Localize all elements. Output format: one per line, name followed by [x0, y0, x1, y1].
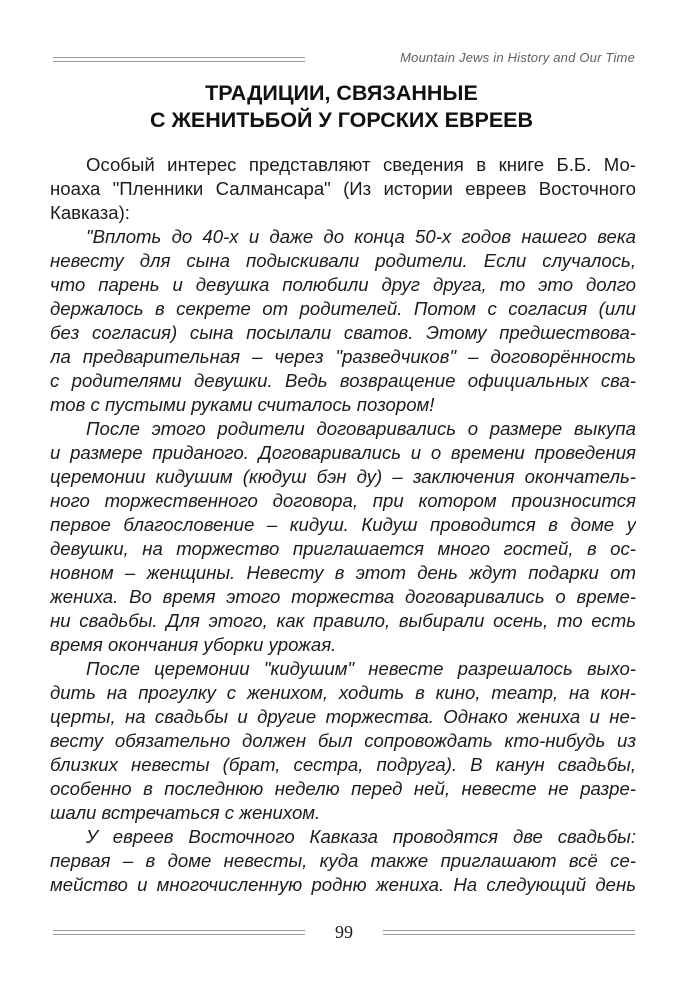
text-line: новном – женщины. Невесту в этот день ждут подарки от	[50, 562, 636, 583]
text-line: весту обязательно должен был сопровождать кто-нибудь из	[50, 730, 636, 751]
page-number: 99	[335, 921, 353, 942]
paragraph	[50, 657, 636, 825]
text-line: близких невесты (брат, сестра, подруга). В канун свадьбы,	[50, 754, 636, 775]
paragraph	[50, 825, 636, 897]
text-line: жениха. Во время этого торжества договаривались о време-	[50, 586, 636, 607]
text-line: ни свадьбы. Для этого, как правило, выбирали осень, то есть	[50, 610, 636, 631]
text-line: дить на прогулку с женихом, ходить в кино, театр, на кон-	[50, 682, 636, 703]
text-line: ного торжественного договора, при котором произносится	[50, 490, 636, 511]
text-line: тов с пустыми руками считалось позором!	[50, 394, 435, 415]
text-line: время окончания уборки урожая.	[50, 634, 337, 655]
paragraph	[50, 153, 636, 225]
text-line: мейство и многочисленную родню жениха. На следующий день	[50, 874, 636, 895]
text-line: и размере приданого. Договаривались и о времени проведения	[50, 442, 636, 463]
page-footer	[53, 921, 635, 943]
text-line: держалось в секрете от родителей. Потом с согласия (или	[50, 298, 636, 319]
text-line: После церемонии "кидушим" невесте разрешалось выхо-	[86, 658, 636, 679]
text-line: особенно в последнюю неделю перед ней, невесте не разре-	[50, 778, 636, 799]
text-line: ла предварительная – через "разведчиков" – договорённость	[50, 346, 636, 367]
text-line: первое благословение – кидуш. Кидуш проводится в доме у	[50, 514, 636, 535]
text-line: После этого родители договаривались о размере выкупа	[86, 418, 636, 439]
text-line: "Вплоть до 40-х и даже до конца 50-х годов нашего века	[86, 226, 636, 247]
header-rule	[53, 57, 305, 62]
text-line: Кавказа):	[50, 202, 130, 223]
running-header	[53, 48, 635, 66]
text-line: Особый интерес представляют сведения в книге Б.Б. Мо-	[86, 154, 636, 175]
text-line: ноаха "Пленники Салмансара" (Из истории евреев Восточного	[50, 178, 636, 199]
text-line: невесту для сына подыскивали родители. Если случалось,	[50, 250, 636, 271]
text-line: У евреев Восточного Кавказа проводятся две свадьбы:	[86, 826, 636, 847]
text-line: с родителями девушки. Ведь возвращение официальных сва-	[50, 370, 636, 391]
paragraph	[50, 417, 636, 657]
text-line: без согласия) сына посылали сватов. Этому предшествова-	[50, 322, 636, 343]
text-line: первая – в доме невесты, куда также приглашают всё се-	[50, 850, 636, 871]
chapter-title-line2: С ЖЕНИТЬБОЙ У ГОРСКИХ ЕВРЕЕВ	[149, 108, 534, 132]
body-text	[50, 153, 636, 897]
footer-rule-right	[383, 930, 635, 935]
text-line: церты, на свадьбы и другие торжества. Однако жениха и не-	[50, 706, 636, 727]
chapter-title-line1: ТРАДИЦИИ, СВЯЗАННЫЕ	[205, 81, 478, 105]
text-line: девушки, на торжество приглашается много гостей, в ос-	[50, 538, 636, 559]
footer-rule-left	[53, 930, 305, 935]
text-line: церемонии кидушим (кюдуш бэн ду) – заключения окончатель-	[50, 466, 636, 487]
running-header-title: Mountain Jews in History and Our Time	[400, 49, 635, 65]
chapter-title	[0, 80, 683, 134]
paragraph	[50, 225, 636, 417]
text-line: что парень и девушка полюбили друг друга, то это долго	[50, 274, 636, 295]
text-line: шали встречаться с женихом.	[50, 802, 321, 823]
